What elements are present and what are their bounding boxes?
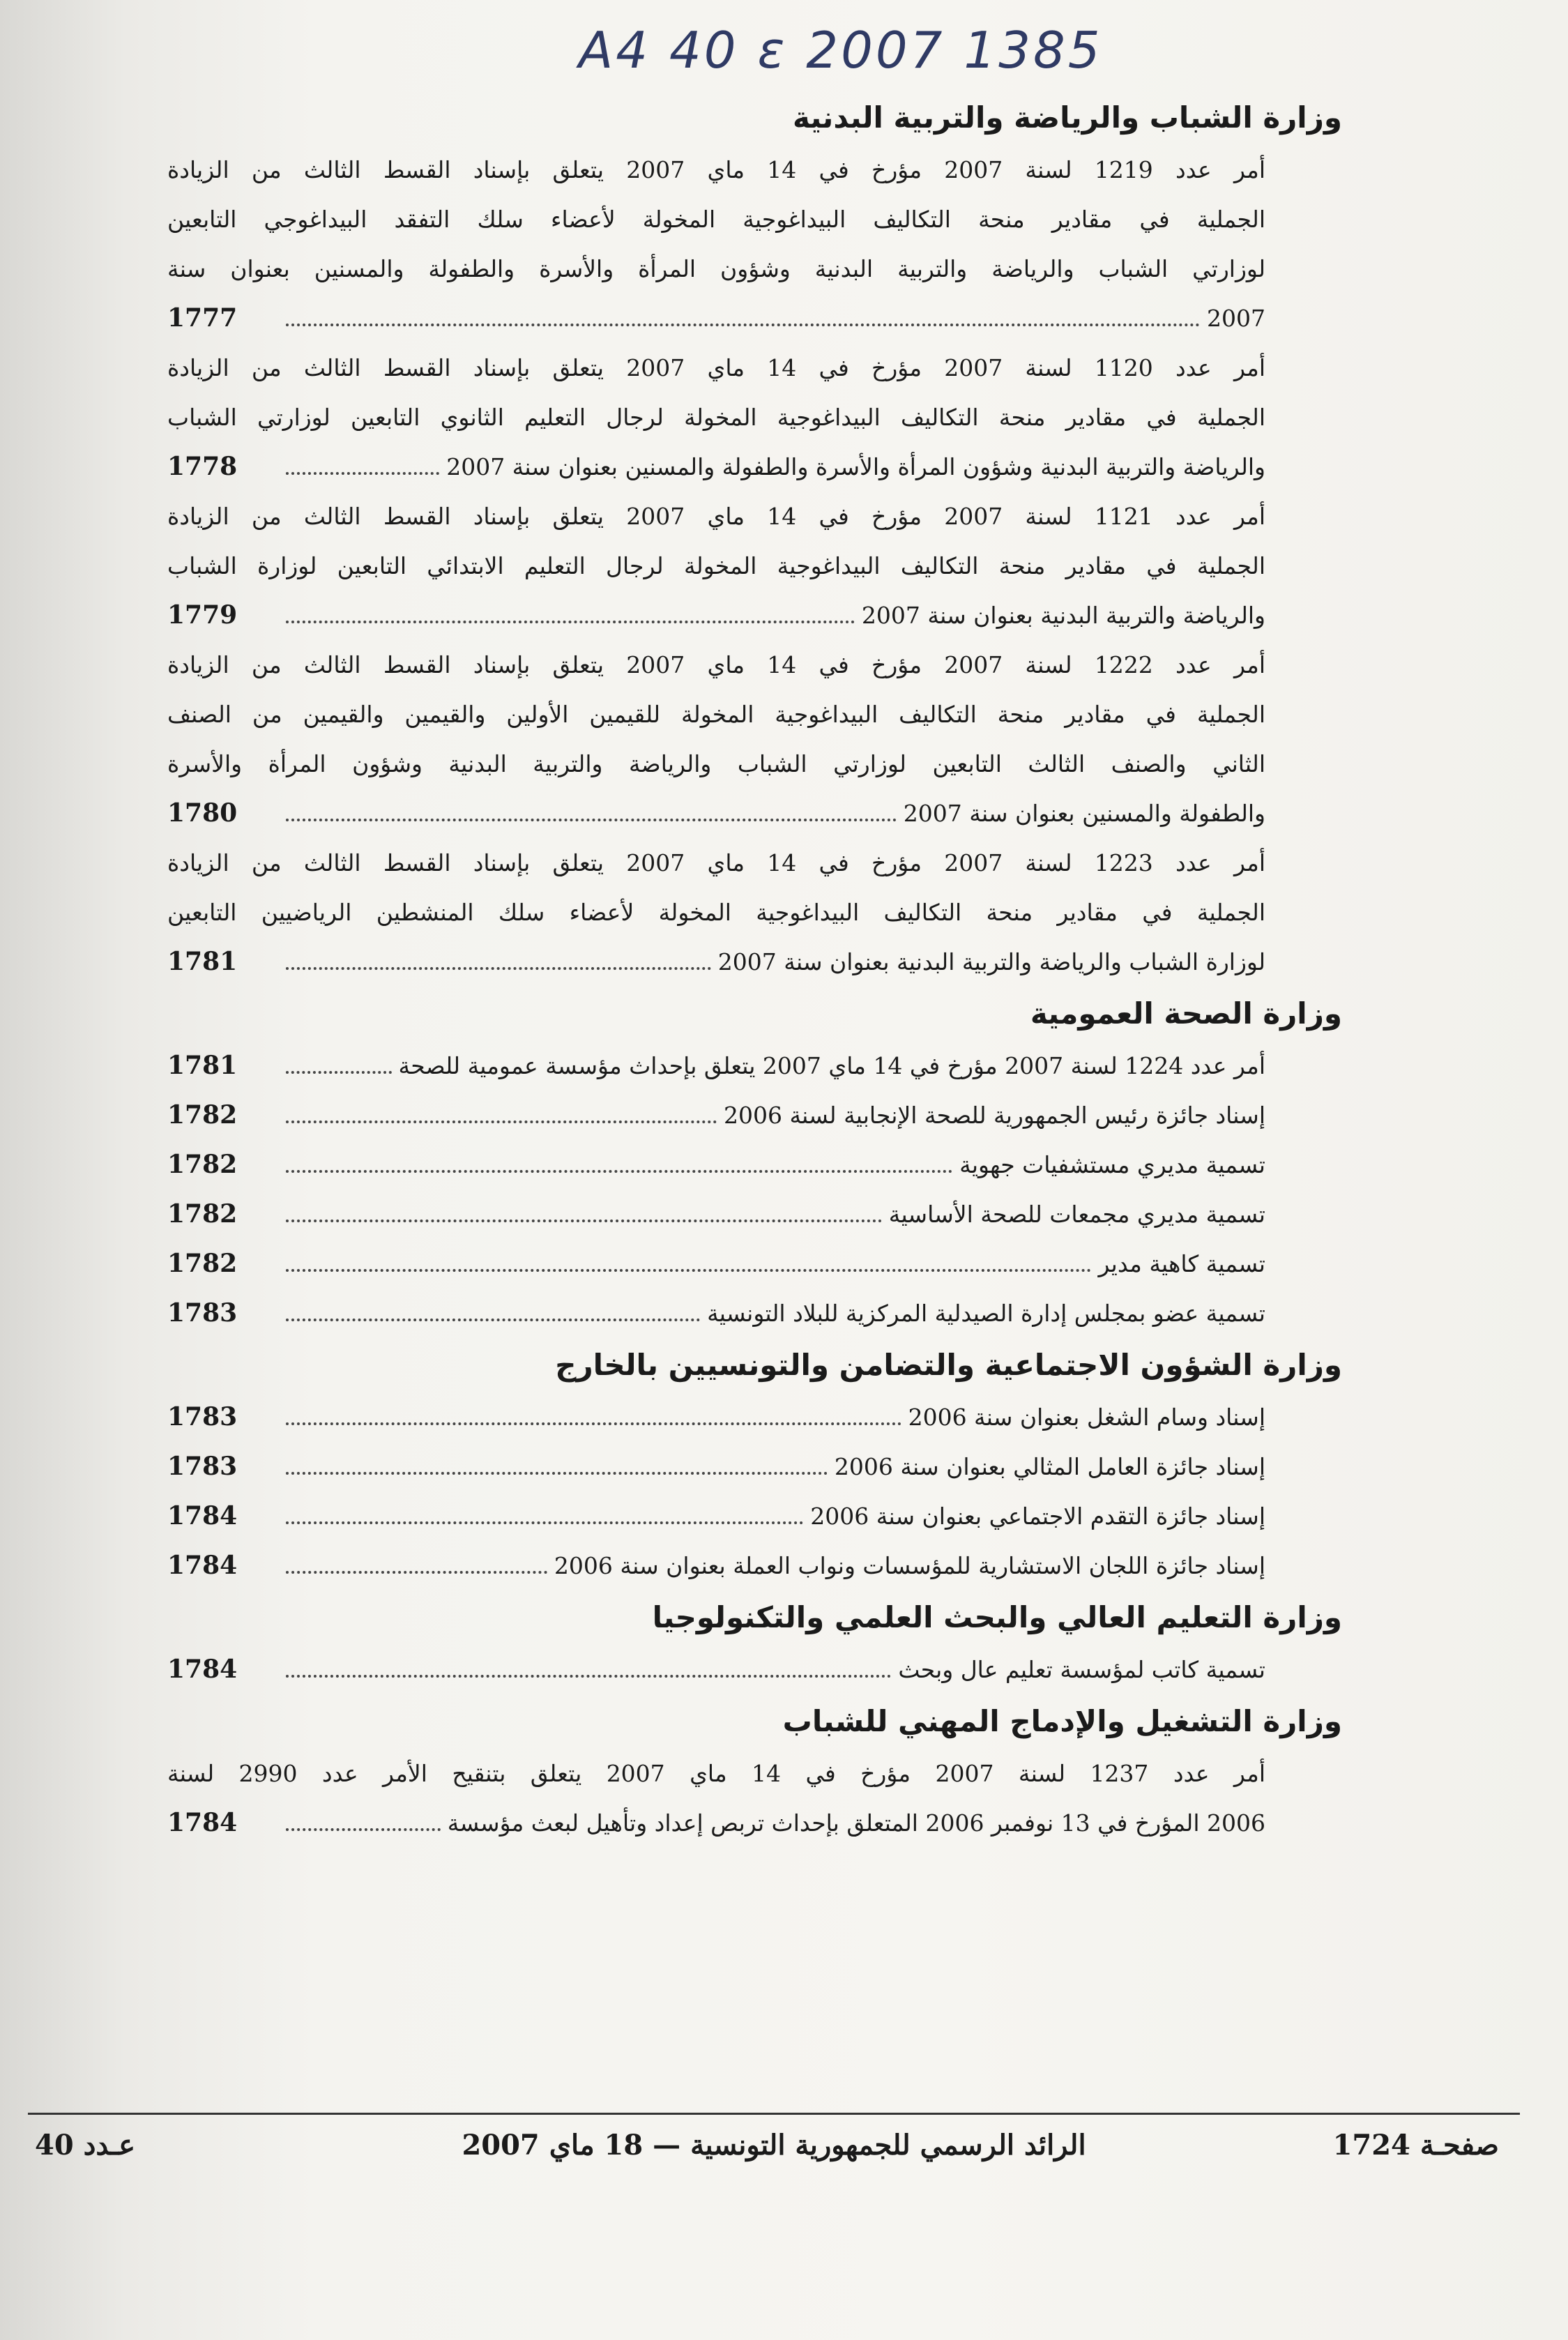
entry-line — [167, 1239, 1349, 1289]
entry-text: لوزارتي الشباب والرياضة والتربية البدنية وشؤون المرأة والأسرة والطفولة والمسنين بعنوان سنة — [167, 255, 1265, 282]
handwritten-annotation: A4 40 ε 2007 1385 — [579, 21, 1103, 79]
dot-leader — [286, 471, 439, 475]
dot-leader — [286, 620, 855, 623]
entry-text: تسمية مديري مجمعات للصحة الأساسية — [888, 1201, 1265, 1228]
section-title: وزارة التشغيل والإدماج المهني للشباب — [782, 1704, 1342, 1738]
section-title: وزارة الصحة العمومية — [1030, 996, 1342, 1031]
dot-leader — [286, 1318, 700, 1321]
toc-entry — [167, 1442, 1349, 1491]
entry-line — [167, 789, 1349, 838]
dot-leader — [286, 818, 897, 821]
entry-text: أمر عدد 1121 لسنة 2007 مؤرخ في 14 ماي 2007 يتعلق بإسناد القسط الثالث من الزيادة — [167, 503, 1266, 530]
entry-line — [167, 294, 1349, 343]
entry-line — [167, 1541, 1349, 1590]
entry-text: 2006 المؤرخ في 13 نوفمبر 2006 المتعلق بإحداث تربص إعداد وتأهيل لبعث مؤسسة — [447, 1809, 1265, 1837]
entry-text: والطفولة والمسنين بعنوان سنة 2007 — [903, 800, 1265, 827]
entry-line — [167, 1140, 1349, 1190]
entry-text: الجملية في مقادير منحة التكاليف البيداغوجية المخولة لأعضاء سلك التفقد البيداغوجي التابعين — [167, 206, 1265, 233]
page-number: 1782 — [167, 1150, 238, 1179]
toc-entry — [167, 1749, 1349, 1848]
entry-text: أمر عدد 1222 لسنة 2007 مؤرخ في 14 ماي 2007 يتعلق بإسناد القسط الثالث من الزيادة — [167, 651, 1266, 678]
entry-line — [167, 442, 1349, 492]
entry-text: إسناد وسام الشغل بعنوان سنة 2006 — [908, 1404, 1265, 1431]
entry-line — [167, 492, 1349, 541]
dot-leader — [286, 1828, 441, 1831]
dot-leader — [286, 1169, 952, 1173]
toc-entry — [167, 1645, 1349, 1694]
entry-text: والرياضة والتربية البدنية وشؤون المرأة والأسرة والطفولة والمسنين بعنوان سنة 2007 — [446, 453, 1265, 480]
entry-line — [167, 145, 1349, 195]
footer-journal-title: الرائد الرسمي للجمهورية التونسية — 18 ماي 2007 — [462, 2129, 1086, 2162]
page-number: 1783 — [167, 1402, 238, 1431]
entry-text: أمر عدد 1224 لسنة 2007 مؤرخ في 14 ماي 2007 يتعلق بإحداث مؤسسة عمومية للصحة — [398, 1052, 1265, 1079]
entry-line — [167, 1491, 1349, 1541]
entry-text: أمر عدد 1219 لسنة 2007 مؤرخ في 14 ماي 2007 يتعلق بإسناد القسط الثالث من الزيادة — [167, 156, 1266, 183]
entry-text: إسناد جائزة العامل المثالي بعنوان سنة 2006 — [834, 1453, 1265, 1480]
entry-text: أمر عدد 1120 لسنة 2007 مؤرخ في 14 ماي 2007 يتعلق بإسناد القسط الثالث من الزيادة — [167, 354, 1266, 381]
entry-line — [167, 1190, 1349, 1239]
entry-line — [167, 739, 1349, 789]
dot-leader — [286, 1070, 392, 1074]
dot-leader — [286, 1120, 717, 1123]
entry-text: تسمية مديري مستشفيات جهوية — [959, 1151, 1265, 1178]
footer-issue-number: عـدد 40 — [35, 2129, 135, 2162]
entry-line — [167, 1392, 1349, 1442]
entry-text: أمر عدد 1237 لسنة 2007 مؤرخ في 14 ماي 2007 يتعلق بتنقيح الأمر عدد 2990 لسنة — [167, 1760, 1265, 1787]
dot-leader — [286, 1219, 882, 1222]
page-number: 1778 — [167, 452, 238, 481]
entry-line — [167, 195, 1349, 244]
entry-text: تسمية عضو بمجلس إدارة الصيدلية المركزية للبلاد التونسية — [707, 1300, 1265, 1327]
entry-line — [167, 838, 1349, 888]
entry-text: 2007 — [1207, 305, 1265, 332]
page-number: 1782 — [167, 1100, 238, 1130]
page-number: 1783 — [167, 1298, 238, 1328]
toc-entry — [167, 1392, 1349, 1442]
entry-text: الجملية في مقادير منحة التكاليف البيداغوجية المخولة لرجال التعليم الابتدائي التابعين لوزارة الشباب — [167, 552, 1265, 579]
entry-text: لوزارة الشباب والرياضة والتربية البدنية بعنوان سنة 2007 — [717, 948, 1265, 975]
dot-leader — [286, 1268, 1091, 1272]
entry-line — [167, 888, 1349, 937]
entry-line — [167, 937, 1349, 987]
entry-text: الجملية في مقادير منحة التكاليف البيداغوجية المخولة للقيمين الأولين والقيمين والقيمين من الصنف — [167, 701, 1265, 728]
entry-line — [167, 1798, 1349, 1848]
dot-leader — [286, 1471, 828, 1475]
page-number: 1782 — [167, 1249, 238, 1278]
section-title: وزارة الشؤون الاجتماعية والتضامن والتونسيين بالخارج — [555, 1348, 1342, 1382]
toc-entry — [167, 1190, 1349, 1239]
section-title: وزارة الشباب والرياضة والتربية البدنية — [792, 100, 1342, 135]
page-number: 1784 — [167, 1551, 238, 1580]
entry-line — [167, 343, 1349, 393]
toc-entry — [167, 640, 1349, 838]
page-number: 1784 — [167, 1808, 238, 1837]
toc-entry — [167, 1041, 1349, 1091]
dot-leader — [286, 1570, 547, 1574]
dot-leader — [286, 1521, 803, 1524]
page-number: 1783 — [167, 1452, 238, 1481]
dot-leader — [286, 1422, 901, 1425]
entry-line — [167, 1442, 1349, 1491]
page-number: 1781 — [167, 1051, 238, 1080]
toc-entry — [167, 1091, 1349, 1140]
entry-line — [167, 1645, 1349, 1694]
toc-entry — [167, 1239, 1349, 1289]
page-number: 1781 — [167, 947, 238, 976]
footer-page-number: صفحـة 1724 — [1332, 2129, 1499, 2162]
page-number: 1782 — [167, 1199, 238, 1229]
page-number: 1779 — [167, 600, 238, 630]
entry-line — [167, 690, 1349, 739]
entry-line — [167, 541, 1349, 591]
page-number: 1777 — [167, 303, 238, 333]
entry-line — [167, 1289, 1349, 1338]
page-footer — [28, 2113, 1520, 2185]
toc-entry — [167, 343, 1349, 492]
page-number: 1780 — [167, 798, 238, 828]
toc-entry — [167, 838, 1349, 987]
entry-line — [167, 640, 1349, 690]
entry-line — [167, 244, 1349, 294]
entry-line — [167, 393, 1349, 442]
dot-leader — [286, 323, 1200, 326]
entry-text: تسمية كاتب لمؤسسة تعليم عال وبحث — [898, 1656, 1265, 1683]
section-title: وزارة التعليم العالي والبحث العلمي والتكنولوجيا — [652, 1600, 1342, 1634]
page-number: 1784 — [167, 1655, 238, 1684]
page-number: 1784 — [167, 1501, 238, 1530]
dot-leader — [286, 1674, 891, 1678]
toc-entry — [167, 1289, 1349, 1338]
entry-text: الجملية في مقادير منحة التكاليف البيداغوجية المخولة لرجال التعليم الثانوي التابعين لوزارتي الشباب — [167, 404, 1265, 431]
entry-text: إسناد جائزة التقدم الاجتماعي بعنوان سنة 2006 — [810, 1503, 1265, 1530]
entry-line — [167, 1749, 1349, 1798]
toc-entry — [167, 1491, 1349, 1541]
entry-text: الثاني والصنف الثالث التابعين لوزارتي الشباب والرياضة والتربية البدنية وشؤون المرأة والأسرة — [167, 750, 1265, 777]
entry-line — [167, 1091, 1349, 1140]
toc-entry — [167, 1140, 1349, 1190]
entry-text: أمر عدد 1223 لسنة 2007 مؤرخ في 14 ماي 2007 يتعلق بإسناد القسط الثالث من الزيادة — [167, 849, 1266, 876]
entry-text: والرياضة والتربية البدنية بعنوان سنة 2007 — [861, 602, 1265, 629]
entry-text: تسمية كاهية مدير — [1098, 1250, 1265, 1277]
table-of-contents — [167, 91, 1349, 1848]
toc-entry — [167, 145, 1349, 343]
dot-leader — [286, 966, 711, 970]
toc-entry — [167, 1541, 1349, 1590]
entry-text: إسناد جائزة اللجان الاستشارية للمؤسسات ونواب العملة بعنوان سنة 2006 — [554, 1552, 1265, 1579]
entry-text: إسناد جائزة رئيس الجمهورية للصحة الإنجابية لسنة 2006 — [723, 1102, 1265, 1129]
entry-text: الجملية في مقادير منحة التكاليف البيداغوجية المخولة لأعضاء سلك المنشطين الرياضيين التابعين — [167, 899, 1265, 926]
toc-entry — [167, 492, 1349, 640]
entry-line — [167, 1041, 1349, 1091]
entry-line — [167, 591, 1349, 640]
